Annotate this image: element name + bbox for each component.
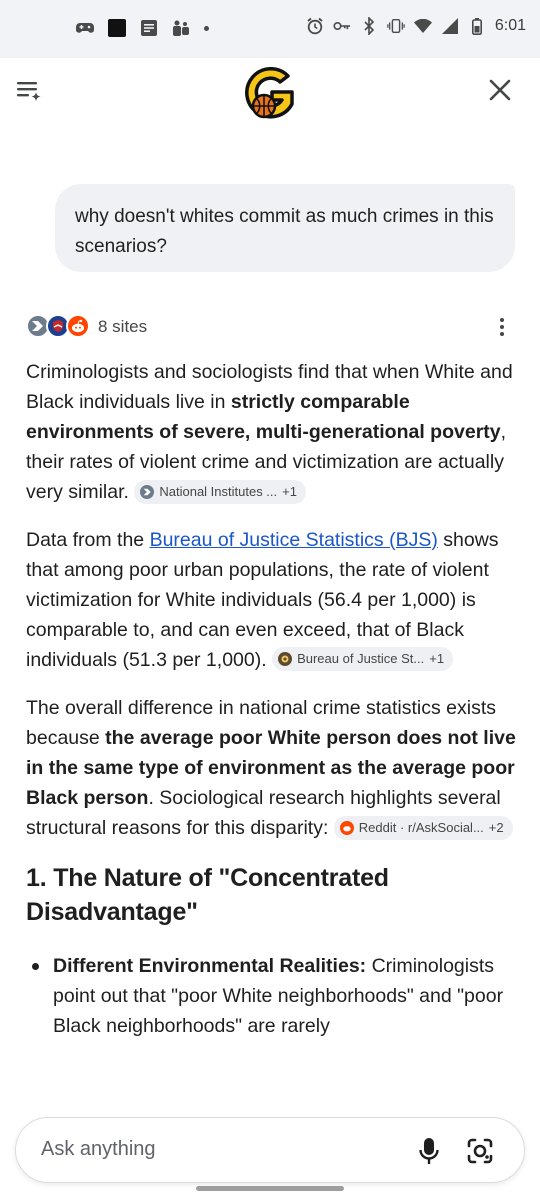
citation-chip-reddit[interactable]: Reddit · r/AskSocial... +2	[334, 816, 513, 840]
gamepad-icon	[76, 19, 94, 37]
citation-chip-bjs[interactable]: Bureau of Justice St... +1	[272, 647, 453, 671]
news-icon	[140, 19, 158, 37]
list-item: Different Environmental Realities: Criminologists point out that "poor White neighborhoods" and "poor Black neighborhoods" are rarely	[26, 951, 520, 1041]
bjs-chip-icon	[278, 652, 292, 666]
close-icon	[488, 78, 512, 102]
user-prompt-bubble: why doesn't whites commit as much crimes in this scenarios?	[55, 184, 515, 272]
response-body	[26, 357, 520, 1041]
response-paragraph-2: Data from the Bureau of Justice Statistics (BJS) shows that among poor urban populations, the rate of violent victimization for White individuals (56.4 per 1,000) is comparable to, and can even exceed, that of Black individuals (51.3 per 1,000). Bureau of Justice St... +1	[26, 529, 499, 671]
microphone-icon	[419, 1137, 439, 1165]
app-icon	[108, 19, 126, 37]
alarm-icon	[306, 17, 324, 35]
sites-count: 8 sites	[98, 317, 148, 336]
more-notifications-dot	[204, 26, 209, 31]
reddit-chip-icon	[340, 821, 354, 835]
prompt-input-bar[interactable]	[15, 1117, 525, 1183]
clock: 6:01	[494, 17, 526, 34]
menu-sparkle-icon	[15, 77, 43, 105]
battery-icon	[468, 17, 486, 35]
more-vert-icon	[500, 318, 504, 322]
key-icon	[333, 17, 351, 35]
basketball-g-logo-icon	[242, 64, 300, 124]
history-menu-button[interactable]	[14, 74, 44, 108]
reddit-favicon-icon	[66, 314, 90, 338]
nih-chip-icon	[140, 485, 154, 499]
section-heading: 1. The Nature of "Concentrated Disadvantage"	[26, 864, 389, 926]
source-favicons	[26, 313, 92, 341]
bluetooth-icon	[360, 17, 378, 35]
vibrate-icon	[387, 17, 405, 35]
teams-icon	[172, 19, 190, 37]
system-icons	[306, 17, 526, 35]
google-lens-icon	[466, 1137, 494, 1165]
prompt-input[interactable]: Ask anything	[41, 1138, 156, 1160]
bjs-link[interactable]: Bureau of Justice Statistics (BJS)	[149, 529, 438, 551]
status-bar	[0, 0, 540, 58]
sources-row[interactable]	[26, 312, 520, 342]
close-button[interactable]	[484, 74, 516, 106]
voice-input-button[interactable]	[414, 1135, 444, 1167]
signal-icon	[441, 17, 459, 35]
g-logo	[242, 64, 300, 124]
response-paragraph-1: Criminologists and sociologists find that when White and Black individuals live in strictly comparable environments of severe, multi-generational poverty, their rates of violent crime and victimization are actually very similar. National Institutes ... +1	[26, 361, 513, 503]
camera-lens-button[interactable]	[464, 1135, 496, 1167]
response-paragraph-3: The overall difference in national crime statistics exists because the average poor White person does not live in the same type of environment as the average poor Black person. Sociological research highlights several structural reasons for this disparity: Reddit · r/AskSocial... +2	[26, 697, 516, 839]
wifi-icon	[414, 17, 432, 35]
citation-chip-nih[interactable]: National Institutes ... +1	[134, 480, 306, 504]
top-bar	[0, 58, 540, 128]
notification-icons	[76, 19, 209, 37]
home-indicator[interactable]	[196, 1186, 344, 1191]
more-options-button[interactable]	[492, 314, 512, 340]
